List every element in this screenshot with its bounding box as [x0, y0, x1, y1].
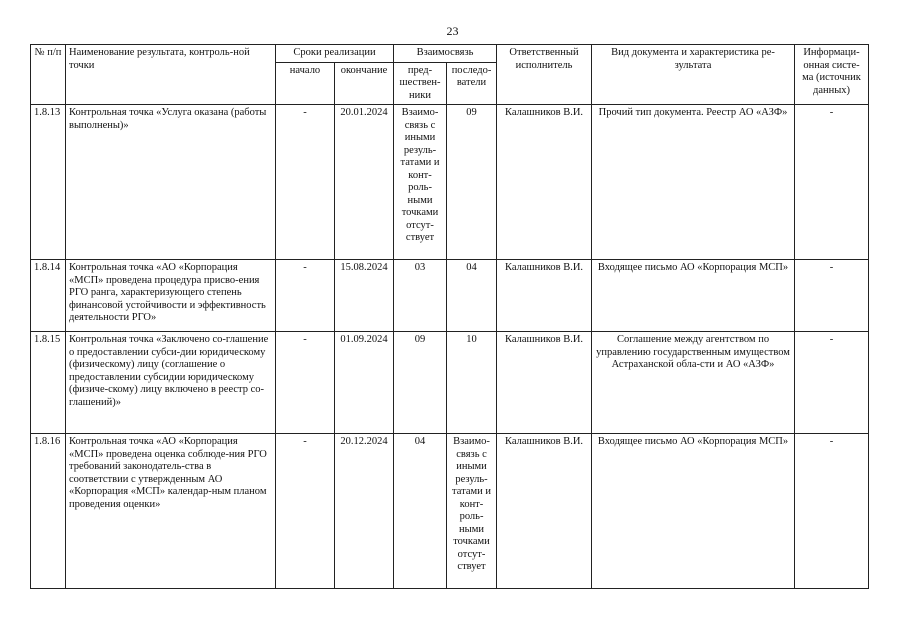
row-info-system: - [795, 434, 869, 589]
page-number: 23 [446, 24, 459, 38]
table-row [31, 434, 869, 589]
header-deadlines: Сроки реализации [276, 45, 394, 63]
header-info-system: Информаци-онная систе-ма (источник данных) [795, 45, 869, 105]
header-num: № п/п [31, 45, 66, 105]
header-document: Вид документа и характеристика ре-зультата [592, 45, 795, 105]
row-responsible: Калашников В.И. [497, 260, 592, 332]
row-document: Прочий тип документа. Реестр АО «АЗФ» [592, 105, 795, 260]
table-row [31, 332, 869, 434]
row-successors: 10 [447, 332, 497, 434]
row-start: - [276, 260, 335, 332]
header-links: Взаимосвязь [394, 45, 497, 63]
row-end: 15.08.2024 [335, 260, 394, 332]
row-responsible: Калашников В.И. [497, 434, 592, 589]
row-start: - [276, 105, 335, 260]
row-successors: Взаимо-связь с иными резуль-татами и конт-роль-ными точками отсут-ствует [447, 434, 497, 589]
row-end: 01.09.2024 [335, 332, 394, 434]
row-num: 1.8.15 [31, 332, 66, 434]
header-name: Наименование результата, контроль-ной точки [66, 45, 276, 105]
row-responsible: Калашников В.И. [497, 105, 592, 260]
header-responsible: Ответственный исполнитель [497, 45, 592, 105]
plan-table [30, 44, 869, 589]
row-end: 20.01.2024 [335, 105, 394, 260]
row-name: Контрольная точка «АО «Корпорация «МСП» проведена оценка соблюде-ния РГО требований законодатель-ства в соответствии с утвержденным АО «Корпорация «МСП» календар-ным планом проведения оценки» [66, 434, 276, 589]
row-responsible: Калашников В.И. [497, 332, 592, 434]
row-predecessors: 09 [394, 332, 447, 434]
header-successors: последо-ватели [447, 62, 497, 105]
row-info-system: - [795, 332, 869, 434]
row-predecessors: 03 [394, 260, 447, 332]
row-start: - [276, 332, 335, 434]
row-num: 1.8.13 [31, 105, 66, 260]
row-info-system: - [795, 105, 869, 260]
row-successors: 04 [447, 260, 497, 332]
table-row [31, 260, 869, 332]
row-start: - [276, 434, 335, 589]
row-name: Контрольная точка «Услуга оказана (работы выполнены)» [66, 105, 276, 260]
row-successors: 09 [447, 105, 497, 260]
row-end: 20.12.2024 [335, 434, 394, 589]
row-document: Соглашение между агентством по управлению государственным имуществом Астраханской обла-сти и АО «АЗФ» [592, 332, 795, 434]
row-name: Контрольная точка «АО «Корпорация «МСП» проведена процедура присво-ения РГО ранга, характеризующего степень финансовой устойчивости и эффективность деятельности РГО» [66, 260, 276, 332]
row-num: 1.8.14 [31, 260, 66, 332]
header-row-1 [31, 45, 869, 63]
row-name: Контрольная точка «Заключено со-глашение о предоставлении субси-дии юридическому (физическому) лицу (соглашение о предоставлении субсидии юридическому (физиче-скому) лицу включено в реестр со-глашений)» [66, 332, 276, 434]
row-document: Входящее письмо АО «Корпорация МСП» [592, 434, 795, 589]
row-predecessors: Взаимо-связь с иными резуль-татами и конт-роль-ными точками отсут-ствует [394, 105, 447, 260]
row-num: 1.8.16 [31, 434, 66, 589]
row-predecessors: 04 [394, 434, 447, 589]
header-start: начало [276, 62, 335, 105]
header-predecessors: пред-шествен-ники [394, 62, 447, 105]
row-info-system: - [795, 260, 869, 332]
table-row [31, 105, 869, 260]
header-end: окончание [335, 62, 394, 105]
row-document: Входящее письмо АО «Корпорация МСП» [592, 260, 795, 332]
